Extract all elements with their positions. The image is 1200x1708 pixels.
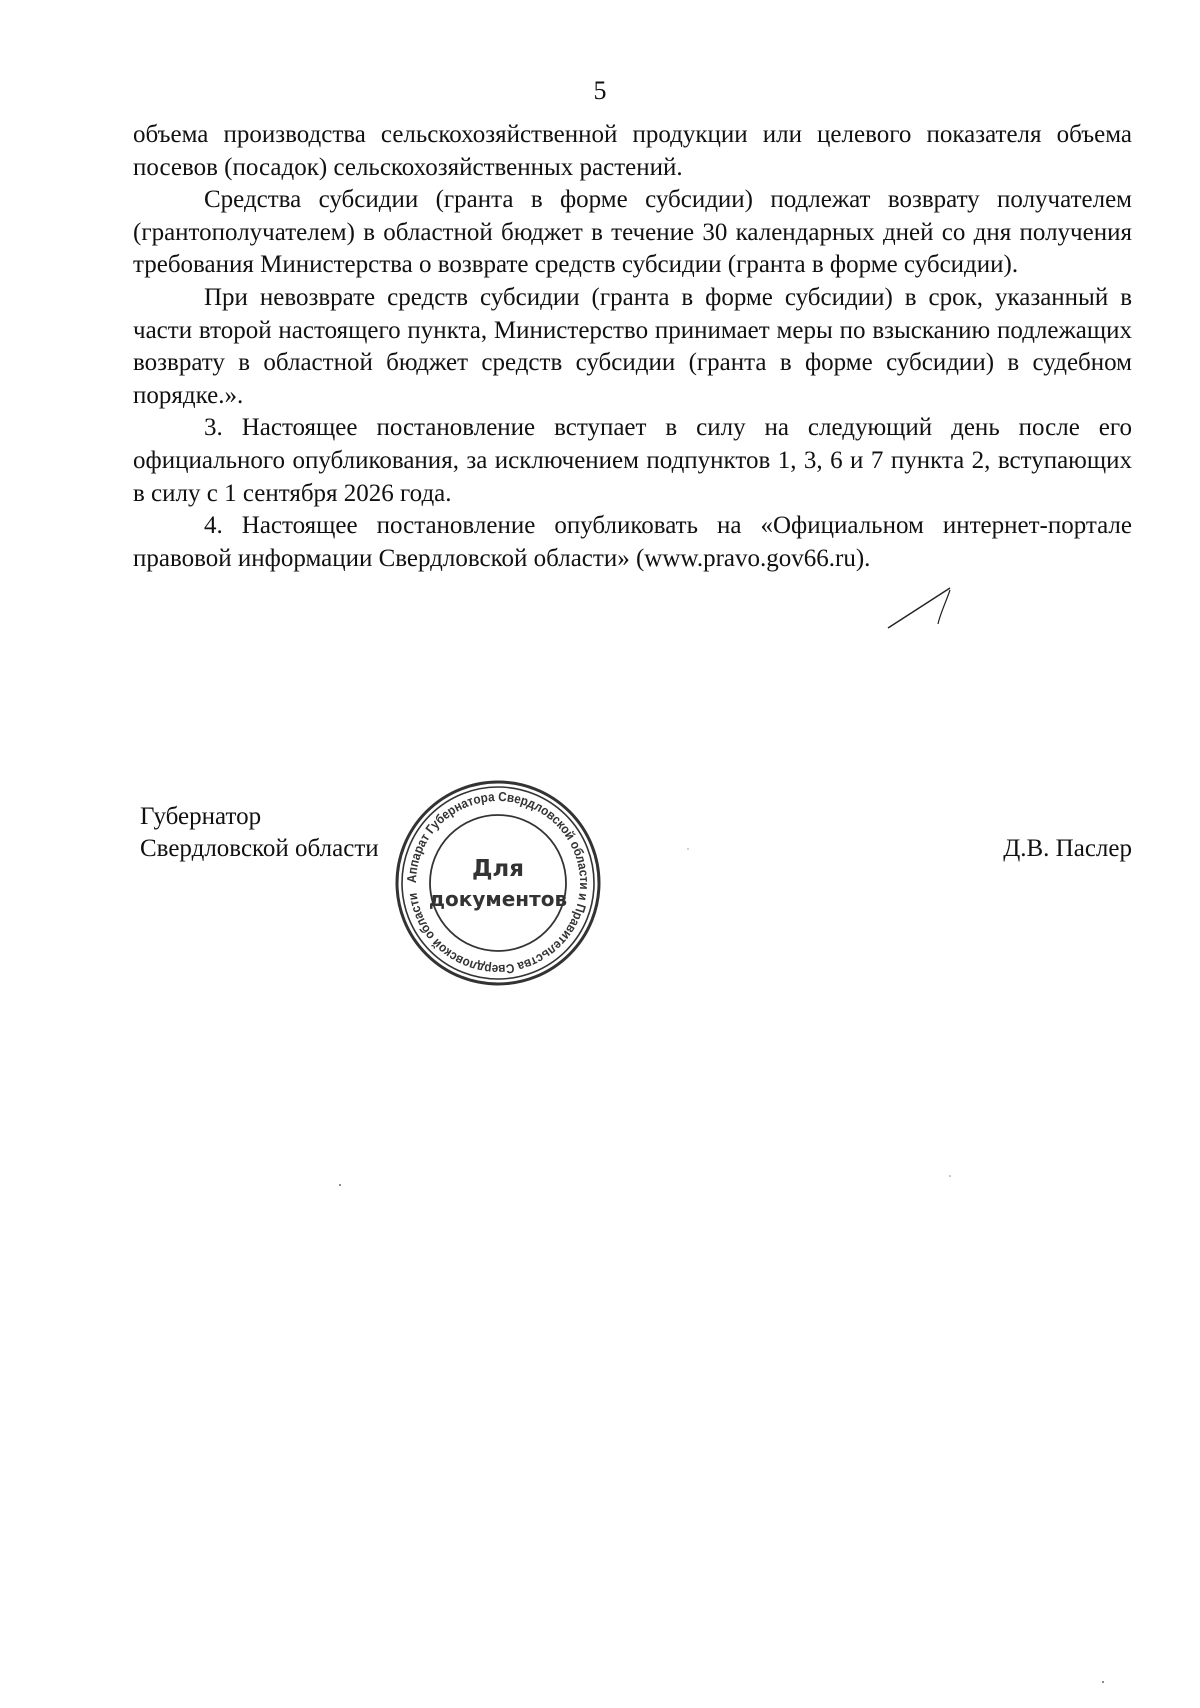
paragraph-publication: 4. Настоящее постановление опубликовать на «Официальном интернет-портале правовой информации Свердловской области» (www.pravo.gov66.ru). (133, 512, 1132, 572)
seal-ring-text: Аппарат Губернатора Свердловской области и Правительства Свердловской области (403, 788, 593, 978)
position-line-1: Губернатор (140, 803, 262, 830)
signatory-name: Д.В. Паслер (1003, 835, 1132, 862)
page-number: 5 (593, 76, 607, 105)
paragraph-nonrefund-measures: При невозврате средств субсидии (гранта в форме субсидии) в срок, указанный в части второй настоящего пункта, Министерство принимает меры по взысканию подлежащих возврату в областной бюджет средств субсидии (гранта в форме субсидии) в судебном порядке.». (133, 283, 1132, 409)
position-line-2: Свердловской области (140, 835, 379, 862)
paragraph-continuation: объема производства сельскохозяйственной продукции или целевого показателя объема посевов (посадок) сельскохозяйственных растений. (133, 121, 1132, 181)
seal-center-line-1: Для (471, 856, 525, 882)
seal-center-line-2: документов (428, 887, 568, 911)
paragraph-refund-terms: Средства субсидии (гранта в форме субсидии) подлежат возврату получателем (грантополучателем) в областной бюджет в течение 30 календарных дней со дня получения требования Министерства о возврате средств субсидии (гранта в форме субсидии). (133, 186, 1132, 279)
paragraph-entry-into-force: 3. Настоящее постановление вступает в силу на следующий день после его официального опубликования, за исключением подпунктов 1, 3, 6 и 7 пункта 2, вступающих в силу с 1 сентября 2026 года. (133, 414, 1132, 507)
